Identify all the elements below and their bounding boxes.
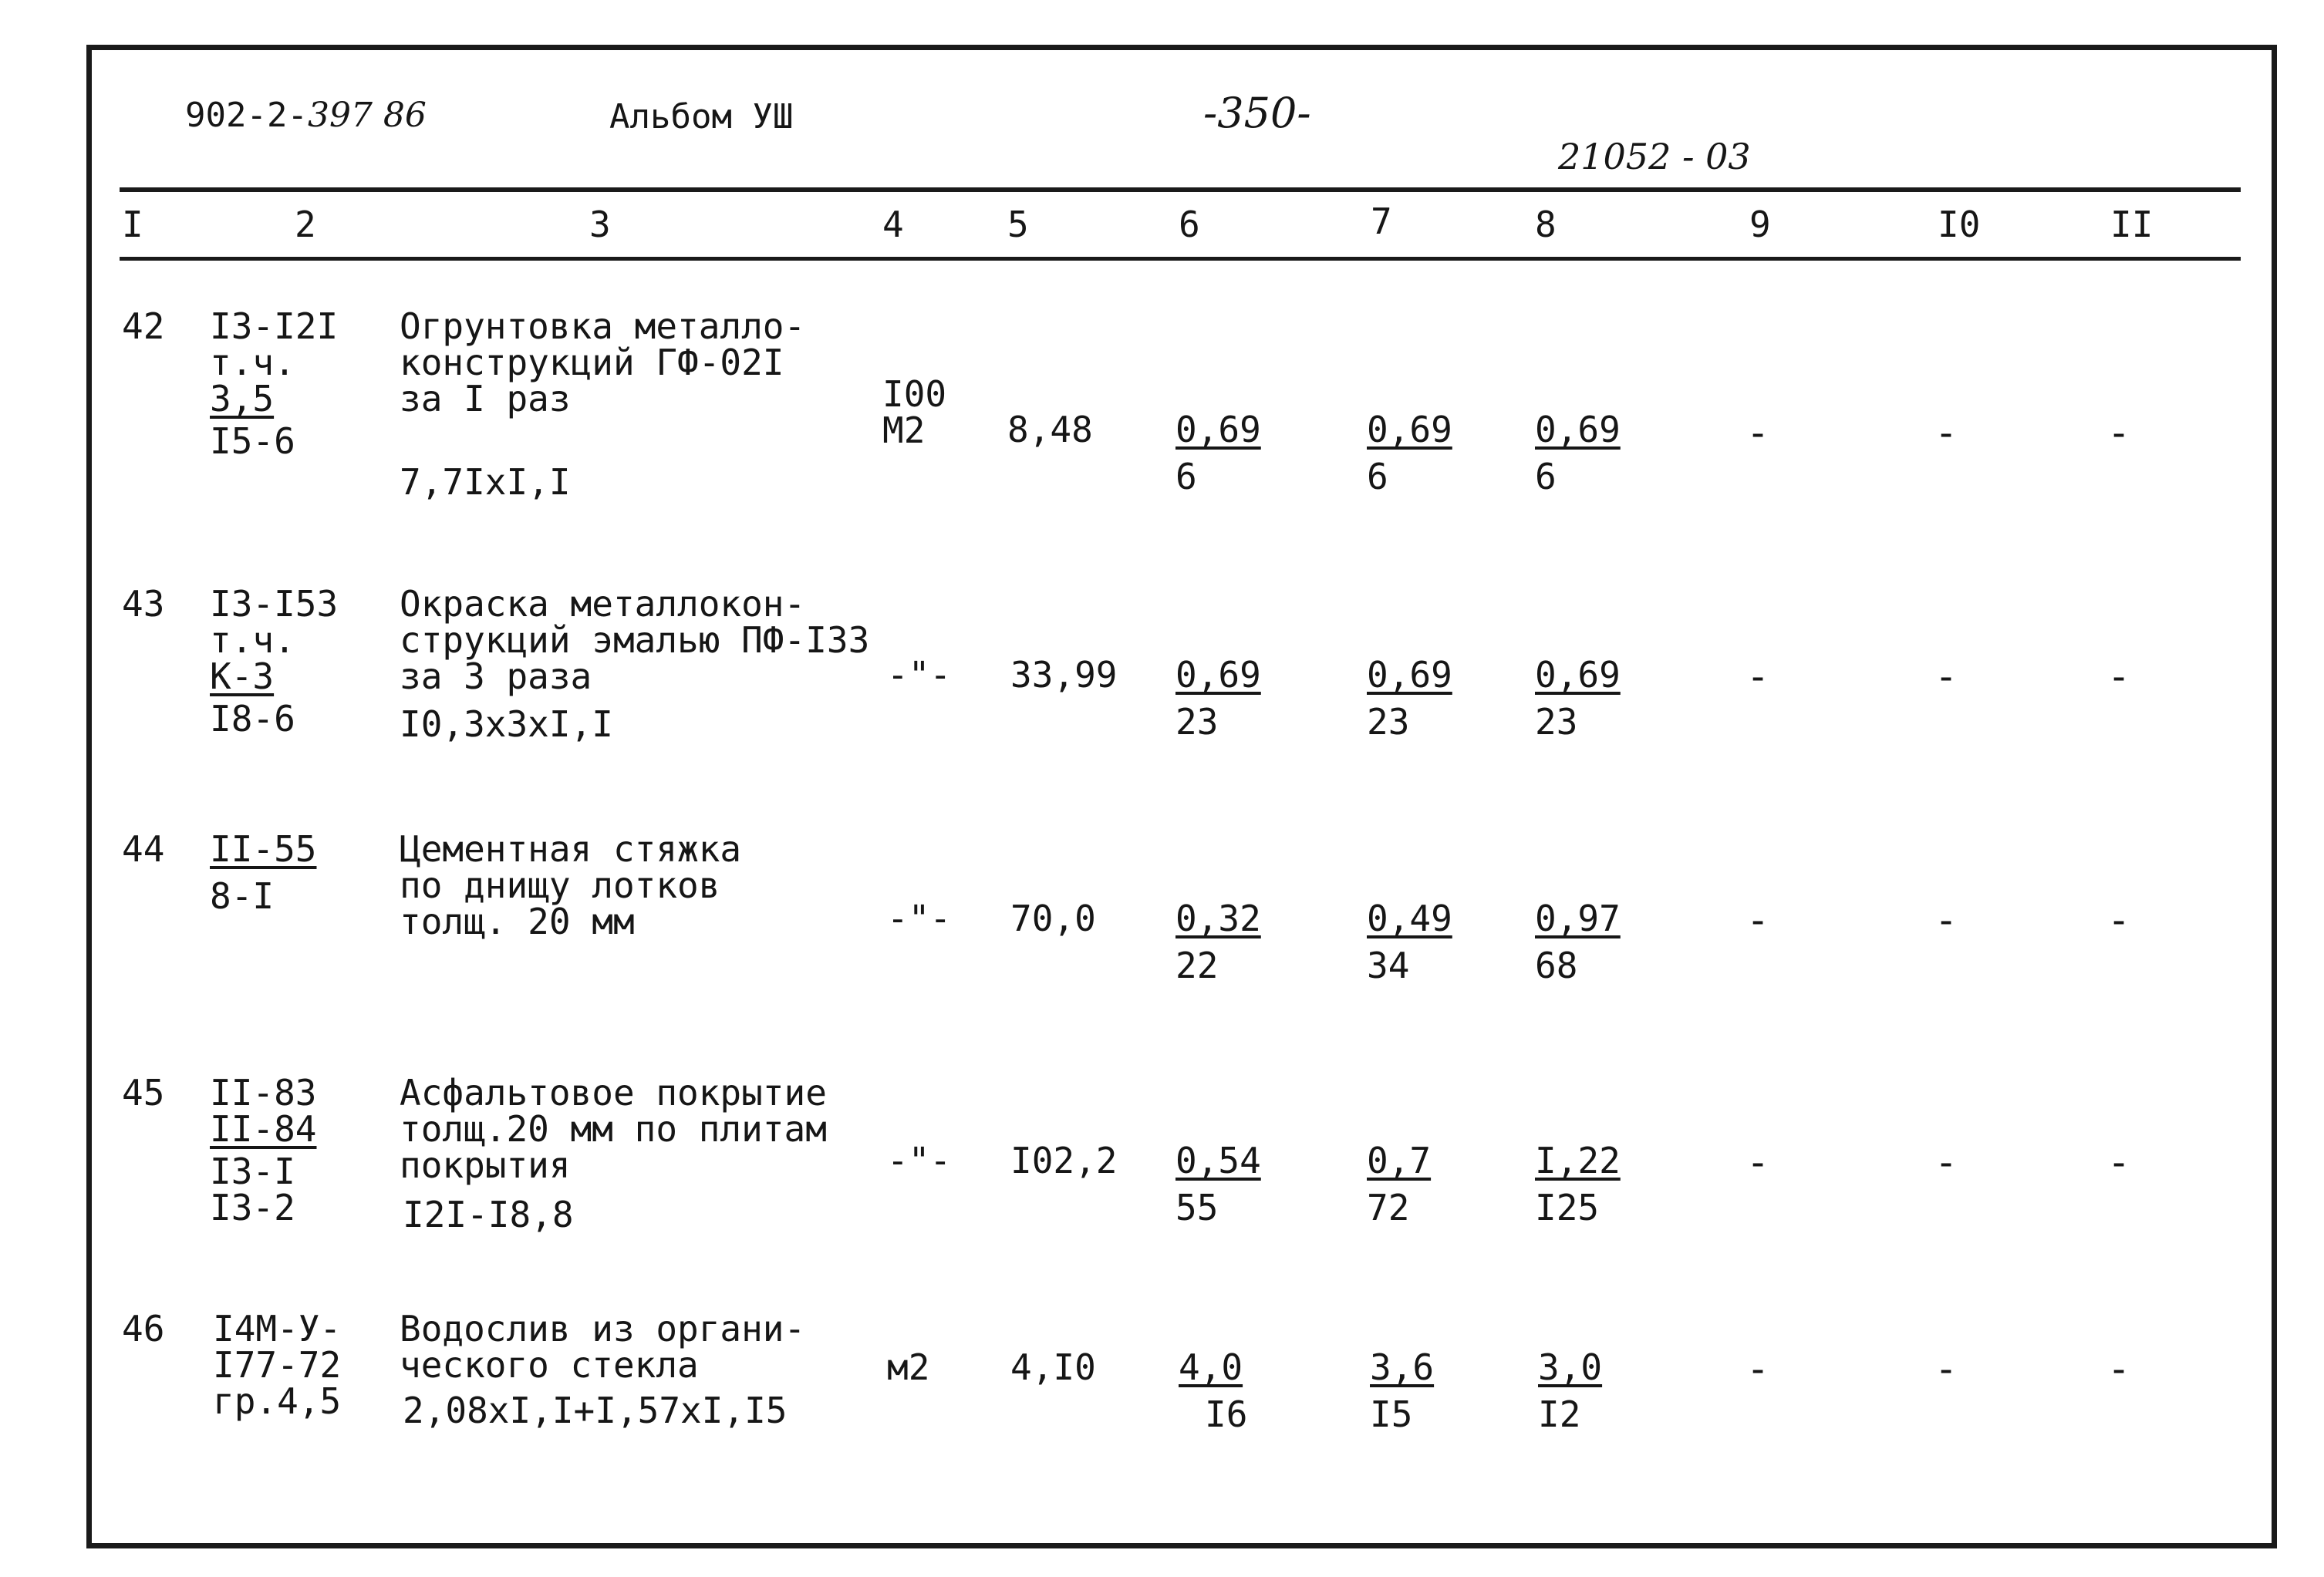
- value-col8: 0,69 6: [1535, 409, 1621, 497]
- value-col7: 0,49 34: [1367, 898, 1452, 986]
- value-col10: -: [1934, 410, 1958, 455]
- norm-code: II-83 II-84 I3-I I3-2: [210, 1072, 317, 1228]
- quantity: 8,48: [1007, 409, 1093, 450]
- column-header-1: I: [122, 204, 143, 245]
- value-col8: 0,97 68: [1535, 898, 1621, 986]
- work-description: Цементная стяжка по днищу лотков толщ. 20 мм: [400, 828, 742, 942]
- row-number: 46: [122, 1308, 165, 1350]
- value-col7: 0,69 23: [1367, 654, 1452, 743]
- column-header-7: 7: [1371, 200, 1392, 242]
- column-header-11: II: [2110, 204, 2154, 245]
- column-header-3: 3: [589, 204, 611, 245]
- value-col7: 0,69 6: [1367, 409, 1452, 497]
- unit: м2: [887, 1346, 930, 1388]
- quantity: I02,2: [1010, 1140, 1118, 1181]
- page-number: -350-: [1203, 89, 1311, 137]
- value-col6: 0,54 55: [1175, 1140, 1261, 1228]
- column-header-6: 6: [1179, 204, 1200, 245]
- norm-code: I3-I2I т.ч. 3,5 I5-6: [210, 305, 339, 462]
- value-col7: 3,6 I5: [1370, 1346, 1435, 1435]
- row-number: 45: [122, 1072, 165, 1114]
- work-description: Окраска металлокон- струкций эмалью ПФ-I33 за 3 раза: [400, 583, 870, 697]
- value-col10: -: [1934, 1140, 1958, 1184]
- volume-formula: I0,3x3xI,I: [400, 703, 613, 745]
- value-col10: -: [1934, 1346, 1958, 1391]
- unit: I00 М2: [882, 373, 947, 451]
- unit: -"-: [887, 898, 952, 939]
- album-title: Альбом УШ: [609, 97, 794, 136]
- value-col11: -: [2107, 654, 2131, 699]
- value-col6: 0,69 23: [1175, 654, 1261, 743]
- quantity: 4,I0: [1010, 1346, 1096, 1388]
- value-col8: 3,0 I2: [1538, 1346, 1603, 1435]
- norm-code: II-55 8-I: [210, 828, 317, 917]
- value-col8: 0,69 23: [1535, 654, 1621, 743]
- value-col11: -: [2107, 898, 2131, 942]
- value-col7: 0,7 72: [1367, 1140, 1432, 1228]
- value-col9: -: [1746, 1140, 1770, 1184]
- header-rule-bottom: [120, 257, 2241, 261]
- norm-code: I3-I53 т.ч. К-3 I8-6: [210, 583, 339, 740]
- value-col6: 4,0 I6: [1179, 1346, 1248, 1435]
- volume-formula: 2,08xI,I+I,57xI,I5: [403, 1390, 788, 1431]
- value-col9: -: [1746, 1346, 1770, 1391]
- column-header-8: 8: [1535, 204, 1557, 245]
- value-col11: -: [2107, 410, 2131, 455]
- quantity: 70,0: [1010, 898, 1096, 939]
- unit: -"-: [887, 1140, 952, 1181]
- value-col6: 0,32 22: [1175, 898, 1261, 986]
- value-col10: -: [1934, 898, 1958, 942]
- doc-code-prefix: 902-2-: [185, 96, 308, 135]
- row-number: 44: [122, 828, 165, 870]
- doc-code: [185, 96, 427, 135]
- value-col9: -: [1746, 898, 1770, 942]
- work-description: Асфальтовое покрытие толщ.20 мм по плитам покрытия: [400, 1072, 827, 1186]
- value-col11: -: [2107, 1140, 2131, 1184]
- volume-formula: I2I-I8,8: [403, 1194, 574, 1235]
- work-description: Огрунтовка металло- конструкций ГФ-02I за I раз: [400, 305, 806, 420]
- work-description: Водослив из органи- ческого стекла: [400, 1308, 806, 1386]
- column-header-2: 2: [295, 204, 316, 245]
- value-col9: -: [1746, 410, 1770, 455]
- stamp-number: 21052 - 03: [1558, 136, 1751, 177]
- unit: -"-: [887, 654, 952, 696]
- header-rule-top: [120, 187, 2241, 192]
- value-col8: I,22 I25: [1535, 1140, 1621, 1228]
- doc-code-handwritten: 397 86: [307, 96, 427, 135]
- quantity: 33,99: [1010, 654, 1118, 696]
- column-header-9: 9: [1749, 204, 1771, 245]
- volume-formula: 7,7IxI,I: [400, 461, 571, 503]
- column-header-10: I0: [1938, 204, 1981, 245]
- column-header-5: 5: [1007, 204, 1029, 245]
- value-col6: 0,69 6: [1175, 409, 1261, 497]
- value-col11: -: [2107, 1346, 2131, 1391]
- row-number: 43: [122, 583, 165, 625]
- column-header-4: 4: [882, 204, 904, 245]
- norm-code: I4М-У- I77-72 гр.4,5: [213, 1308, 342, 1422]
- value-col10: -: [1934, 654, 1958, 699]
- row-number: 42: [122, 305, 165, 347]
- value-col9: -: [1746, 654, 1770, 699]
